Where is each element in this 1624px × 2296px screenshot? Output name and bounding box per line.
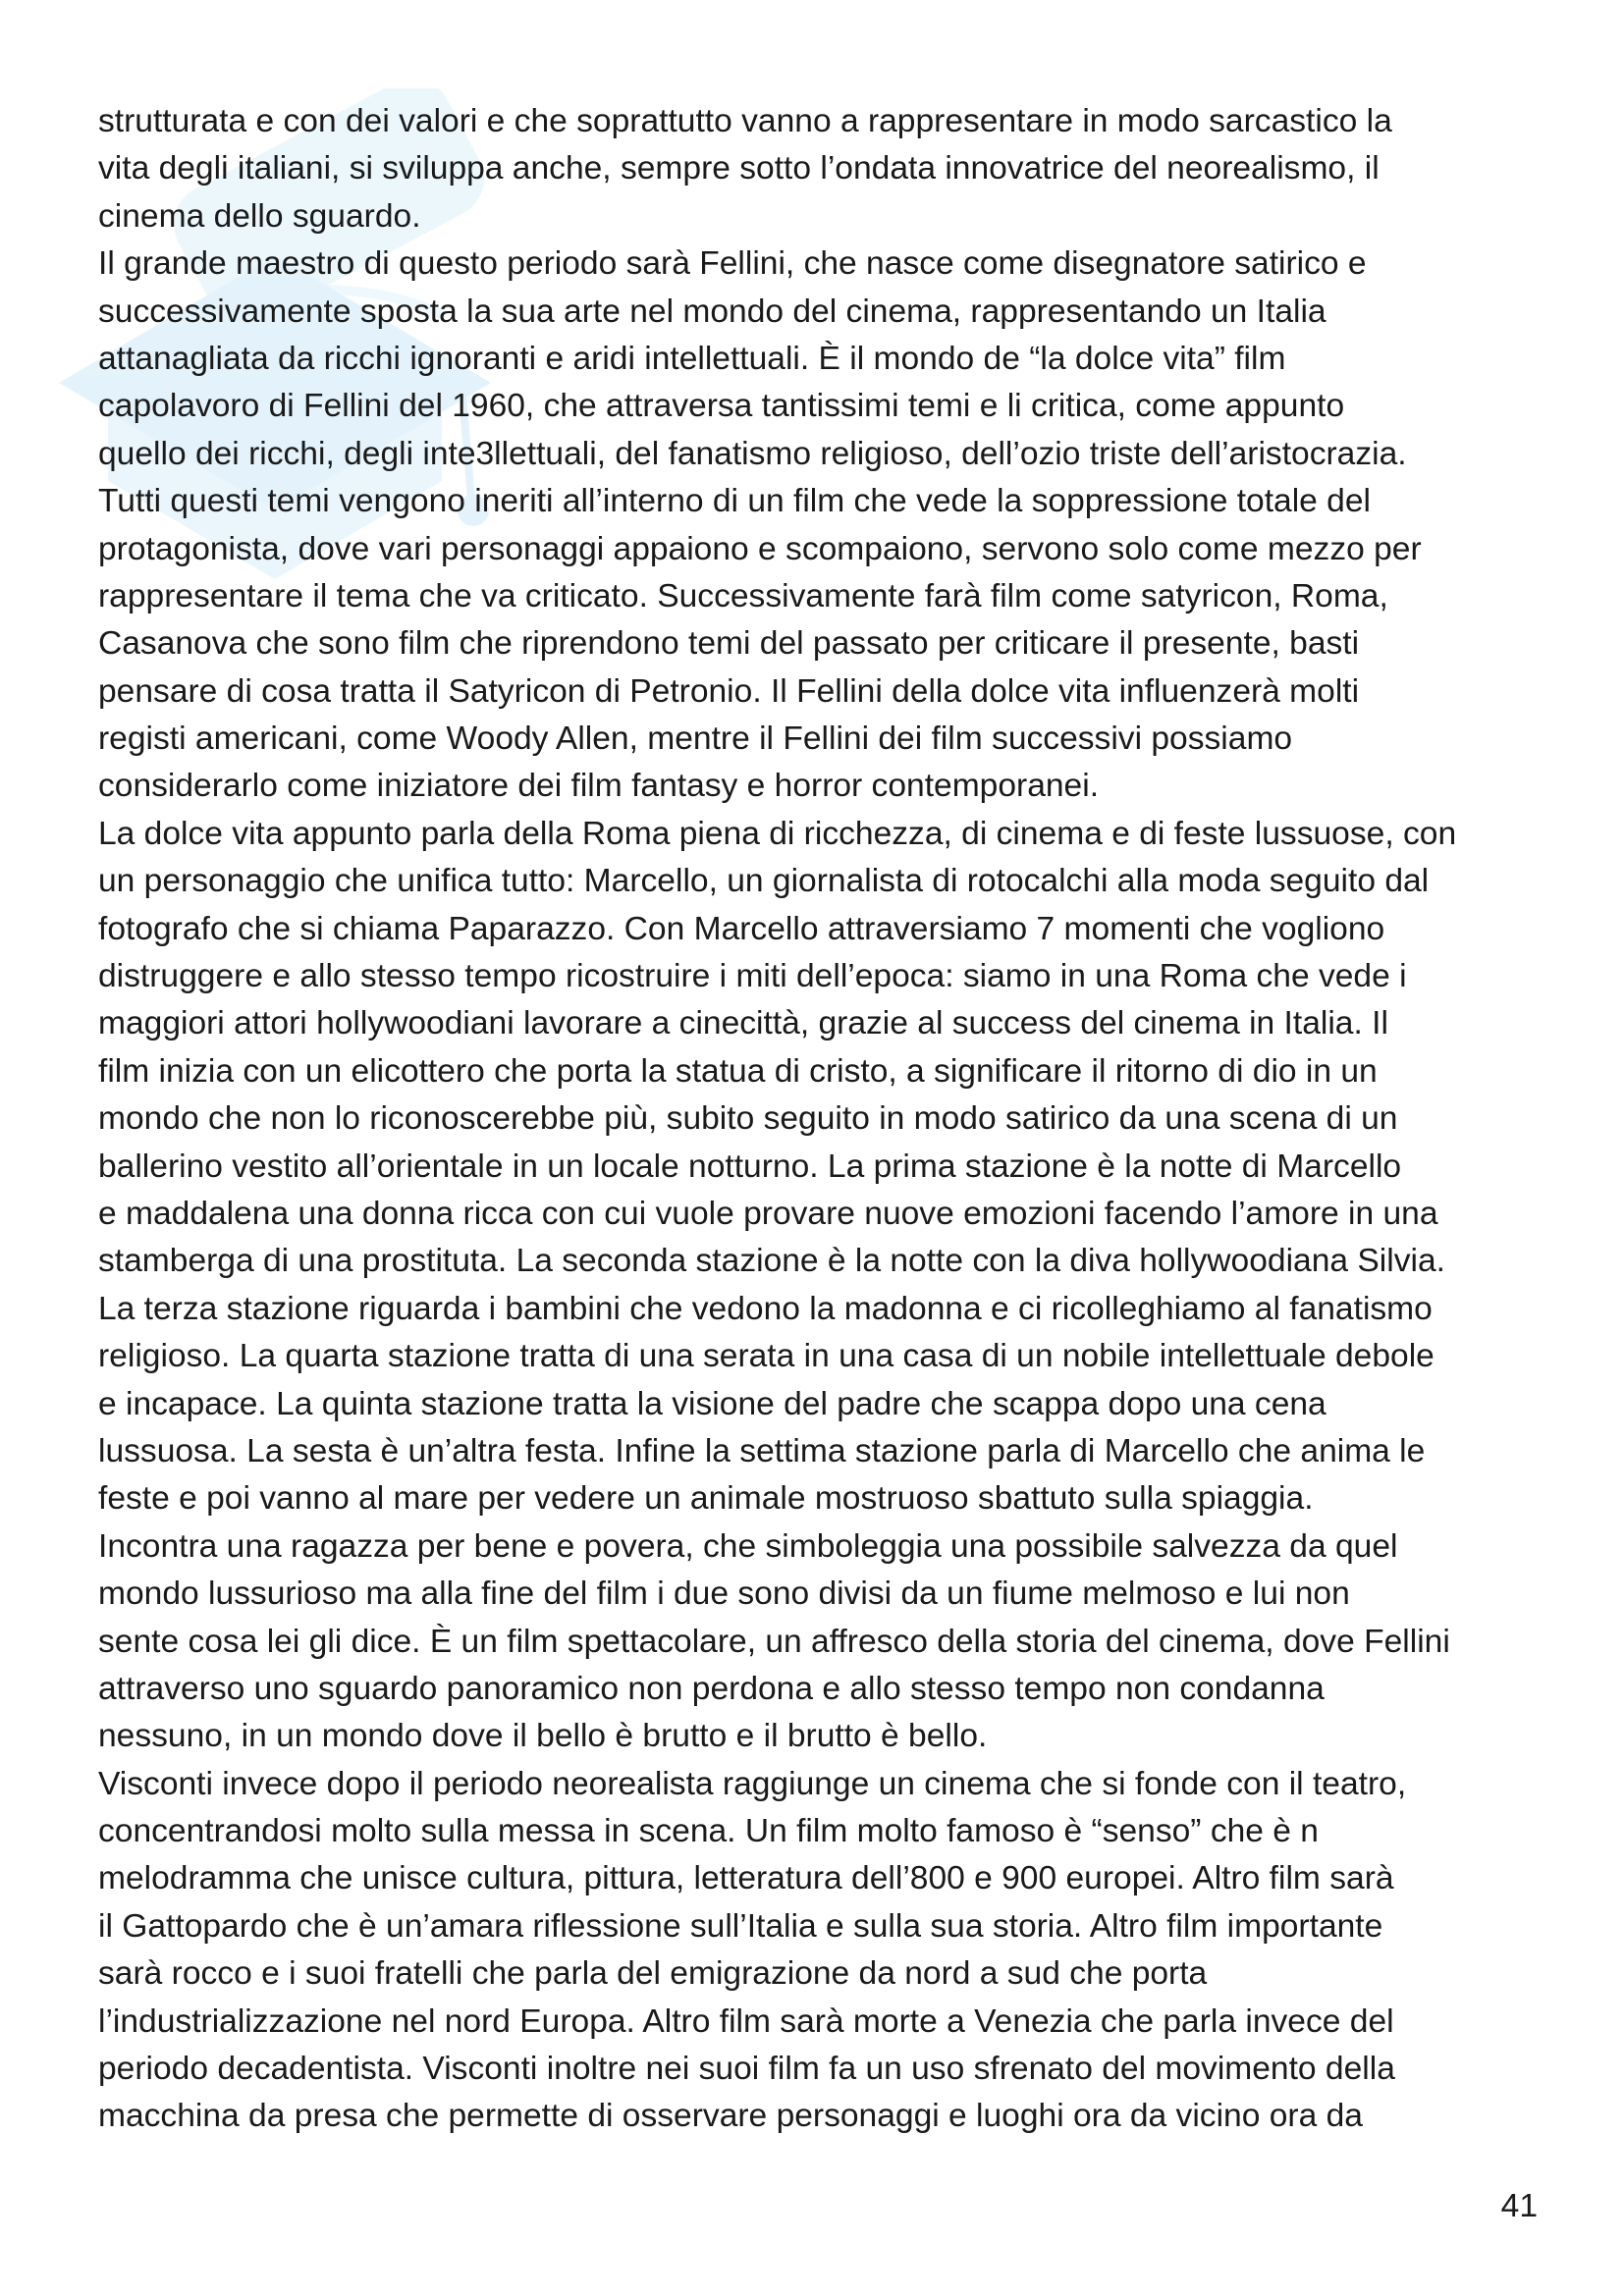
text-line: registi americani, come Woody Allen, mentre il Fellini dei film successivi possiamo <box>98 721 1293 758</box>
text-line: pensare di cosa tratta il Satyricon di Petronio. Il Fellini della dolce vita influenzerà molti <box>98 672 1360 710</box>
text-line: distruggere e allo stesso tempo ricostruire i miti dell’epoca: siamo in una Roma che vede i <box>98 958 1407 995</box>
text-line: capolavoro di Fellini del 1960, che attraversa tantissimi temi e li critica, come appunto <box>98 388 1345 425</box>
text-line: Il grande maestro di questo periodo sarà Fellini, che nasce come disegnatore satirico e <box>98 245 1367 283</box>
text-line: feste e poi vanno al mare per vedere un animale mostruoso sbattuto sulla spiaggia. <box>98 1480 1314 1518</box>
text-line: maggiori attori hollywoodiani lavorare a cinecittà, grazie al success del cinema in Italia. Il <box>98 1005 1388 1042</box>
text-line: Casanova che sono film che riprendono temi del passato per criticare il presente, basti <box>98 625 1360 663</box>
text-line: melodramma che unisce cultura, pittura, letteratura dell’800 e 900 europei. Altro film sarà <box>98 1860 1394 1897</box>
page-number: 41 <box>1500 2188 1538 2224</box>
text-line: fotografo che si chiama Paparazzo. Con Marcello attraversiamo 7 momenti che vogliono <box>98 910 1385 947</box>
text-line: vita degli italiani, si sviluppa anche, sempre sotto l’ondata innovatrice del neorealismo, il <box>98 150 1380 187</box>
text-line: periodo decadentista. Visconti inoltre nei suoi film fa un uso sfrenato del movimento della <box>98 2051 1395 2088</box>
text-line: La dolce vita appunto parla della Roma piena di ricchezza, di cinema e di feste lussuose, con <box>98 815 1457 852</box>
text-line: successivamente sposta la sua arte nel mondo del cinema, rappresentando un Italia <box>98 293 1326 330</box>
text-line: La terza stazione riguarda i bambini che vedono la madonna e ci ricolleghiamo al fanatismo <box>98 1290 1433 1327</box>
text-line: concentrandosi molto sulla messa in scena. Un film molto famoso è “senso” che è n <box>98 1813 1319 1850</box>
text-line: un personaggio che unifica tutto: Marcello, un giornalista di rotocalchi alla moda seguito dal <box>98 863 1430 900</box>
text-line: mondo lussurioso ma alla fine del film i due sono divisi da un fiume melmoso e lui non <box>98 1575 1350 1613</box>
text-line: cinema dello sguardo. <box>98 197 421 235</box>
text-line: attraverso uno sguardo panoramico non perdona e allo stesso tempo non condanna <box>98 1670 1325 1707</box>
text-line: strutturata e con dei valori e che soprattutto vanno a rappresentare in modo sarcastico la <box>98 103 1392 139</box>
text-line: l’industrializzazione nel nord Europa. Altro film sarà morte a Venezia che parla invece del <box>98 2002 1394 2040</box>
text-line: e maddalena una donna ricca con cui vuole provare nuove emozioni facendo l’amore in una <box>98 1195 1438 1232</box>
text-line: sarà rocco e i suoi fratelli che parla del emigrazione da nord a sud che porta <box>98 1955 1208 1993</box>
text-line: quello dei ricchi, degli inte3llettuali, del fanatismo religioso, dell’ozio triste dell’aristocrazia. <box>98 435 1407 472</box>
text-line: protagonista, dove vari personaggi appaiono e scompaiono, servono solo come mezzo per <box>98 530 1422 567</box>
text-line: religioso. La quarta stazione tratta di una serata in una casa di un nobile intellettuale debole <box>98 1338 1435 1375</box>
text-line: macchina da presa che permette di osservare personaggi e luoghi ora da vicino ora da <box>98 2098 1363 2135</box>
text-line: Tutti questi temi vengono ineriti all’interno di un film che vede la soppressione totale del <box>98 483 1371 520</box>
text-line: Incontra una ragazza per bene e povera, che simboleggia una possibile salvezza da quel <box>98 1527 1398 1565</box>
text-line: e incapace. La quinta stazione tratta la visione del padre che scappa dopo una cena <box>98 1385 1326 1422</box>
text-line: attanagliata da ricchi ignoranti e aridi intellettuali. È il mondo de “la dolce vita” film <box>98 340 1286 377</box>
text-line: Visconti invece dopo il periodo neorealista raggiunge un cinema che si fonde con il teatro, <box>98 1765 1407 1802</box>
text-line: ballerino vestito all’orientale in un locale notturno. La prima stazione è la notte di Marcello <box>98 1148 1402 1185</box>
text-line: rappresentare il tema che va criticato. Successivamente farà film come satyricon, Roma, <box>98 577 1388 614</box>
text-line: sente cosa lei gli dice. È un film spettacolare, un affresco della storia del cinema, dove Fellini <box>98 1623 1450 1660</box>
text-line: considerarlo come iniziatore dei film fantasy e horror contemporanei. <box>98 768 1100 805</box>
text-line: nessuno, in un mondo dove il bello è brutto e il brutto è bello. <box>98 1718 988 1755</box>
text-line: lussuosa. La sesta è un’altra festa. Infine la settima stazione parla di Marcello che anima le <box>98 1432 1426 1469</box>
text-line: mondo che non lo riconoscerebbe più, subito seguito in modo satirico da una scena di un <box>98 1100 1398 1138</box>
text-line: il Gattopardo che è un’amara riflessione sull’Italia e sulla sua storia. Altro film importante <box>98 1907 1383 1945</box>
text-line: film inizia con un elicottero che porta la statua di cristo, a significare il ritorno di dio in un <box>98 1052 1378 1090</box>
body-text <box>98 98 1542 2141</box>
text-line: stamberga di una prostituta. La seconda stazione è la notte con la diva hollywoodiana Silvia. <box>98 1243 1445 1280</box>
